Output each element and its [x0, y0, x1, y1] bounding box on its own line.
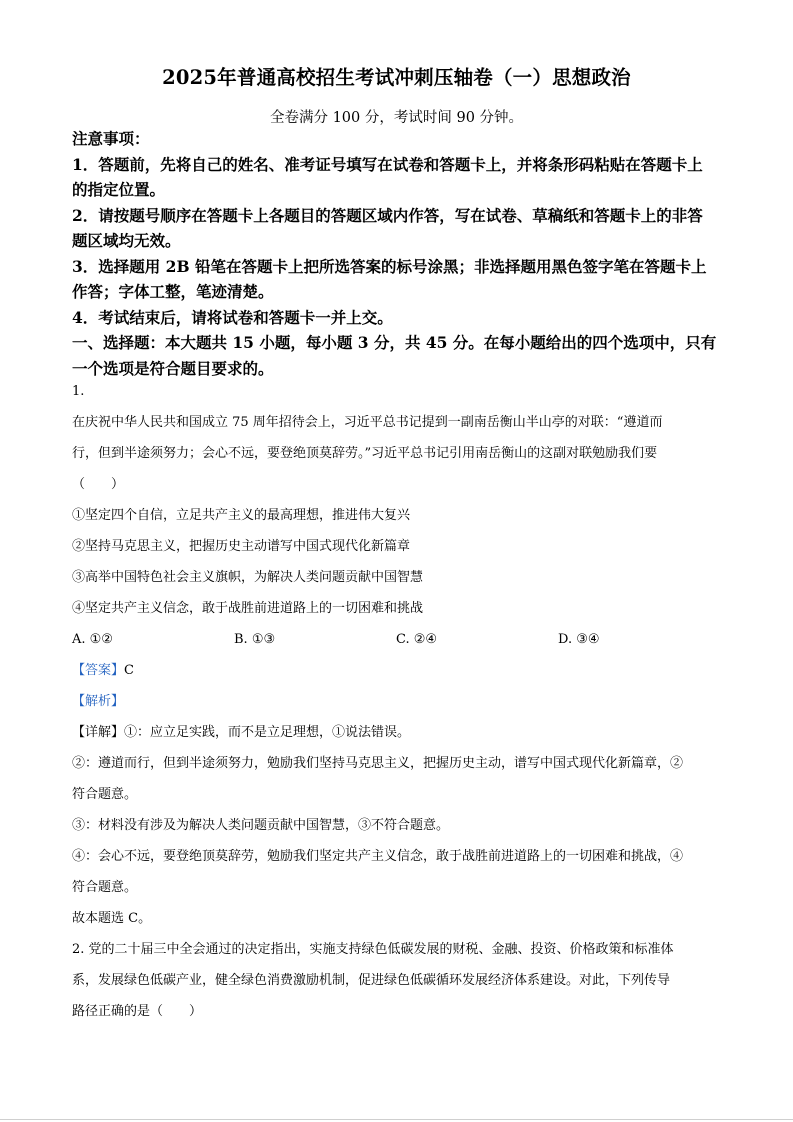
- analysis-tag: 【解析】: [72, 694, 125, 709]
- notice-line: 的指定位置。: [72, 180, 166, 199]
- notice-line: 作答；字体工整，笔迹清楚。: [72, 282, 274, 301]
- question-1: [72, 376, 720, 1027]
- question-2-line: 2. 党的二十届三中全会通过的决定指出，实施支持绿色低碳发展的财税、金融、投资、价格政策和标准体: [72, 942, 674, 957]
- question-number: 1.: [72, 384, 85, 399]
- notice-line: 1．答题前，先将自己的姓名、准考证号填写在试卷和答题卡上，并将条形码粘贴在答题卡上: [72, 154, 703, 174]
- analysis-line: [72, 686, 720, 717]
- answer-value: C: [124, 663, 134, 678]
- question-stem-line: 在庆祝中华人民共和国成立 75 周年招待会上，习近平总书记提到一副南岳衡山半山亭的对联：“遵道而: [72, 415, 663, 430]
- statement-1: ①坚定四个自信，立足共产主义的最高理想，推进伟大复兴: [72, 508, 411, 523]
- answer-options: [72, 624, 720, 655]
- option-b: B. ①③: [234, 632, 276, 647]
- answer-line: [72, 655, 720, 686]
- detail-line: 符合题意。: [72, 880, 138, 895]
- notice-line: 2．请按题号顺序在答题卡上各题目的答题区域内作答，写在试卷、草稿纸和答题卡上的非答: [72, 205, 703, 225]
- statement-2: ②坚持马克思主义，把握历史主动谱写中国式现代化新篇章: [72, 539, 411, 554]
- detail-tag: 【详解】: [72, 725, 125, 740]
- exam-info: 全卷满分 100 分，考试时间 90 分钟。: [269, 110, 524, 126]
- notice-line: 4．考试结束后，请将试卷和答题卡一并上交。: [72, 307, 393, 327]
- section-heading: 一个选项是符合题目要求的。: [72, 358, 274, 378]
- detail-line: 符合题意。: [72, 787, 138, 802]
- detail-text: ①：应立足实践，而不是立足理想，①说法错误。: [124, 725, 411, 740]
- question-stem-line: （ ）: [72, 477, 125, 492]
- notice-line: 3．选择题用 2B 铅笔在答题卡上把所选答案的标号涂黑；非选择题用黑色签字笔在答题卡上: [72, 256, 707, 276]
- detail-line: [72, 717, 720, 748]
- page-bottom-divider: [0, 1119, 793, 1120]
- statement-4: ④坚定共产主义信念，敢于战胜前进道路上的一切困难和挑战: [72, 601, 424, 616]
- detail-line: ②：遵道而行，但到半途须努力，勉励我们坚持马克思主义，把握历史主动，谱写中国式现代化新篇章，②: [72, 756, 684, 771]
- page-title: 2025年普通高校招生考试冲刺压轴卷（一）思想政治: [162, 66, 631, 89]
- notice-section: [72, 126, 724, 381]
- section-heading: 一、选择题：本大题共 15 小题，每小题 3 分，共 45 分。在每小题给出的四个选项中，只有: [72, 333, 717, 352]
- option-c: C. ②④: [396, 632, 438, 647]
- notice-heading: 注意事项：: [72, 129, 150, 148]
- detail-line: ④：会心不远，要登绝顶莫辞劳，勉励我们坚定共产主义信念，敢于战胜前进道路上的一切困难和挑战，④: [72, 849, 684, 864]
- question-stem-line: 行，但到半途须努力；会心不远，要登绝顶莫辞劳。”习近平总书记引用南岳衡山的这副对联勉励我们要: [72, 446, 658, 461]
- notice-line: 题区域均无效。: [72, 231, 181, 250]
- detail-line: ③：材料没有涉及为解决人类问题贡献中国智慧，③不符合题意。: [72, 818, 450, 833]
- option-a: A. ①②: [72, 632, 113, 647]
- answer-tag: 【答案】: [72, 663, 125, 678]
- statement-3: ③高举中国特色社会主义旗帜，为解决人类问题贡献中国智慧: [72, 570, 424, 585]
- question-2-line: 系，发展绿色低碳产业，健全绿色消费激励机制，促进绿色低碳循环发展经济体系建设。对此，下列传导: [72, 973, 671, 988]
- question-2-line: 路径正确的是（ ）: [72, 1004, 203, 1019]
- detail-line: 故本题选 C。: [72, 911, 152, 926]
- option-d: D. ③④: [558, 632, 600, 647]
